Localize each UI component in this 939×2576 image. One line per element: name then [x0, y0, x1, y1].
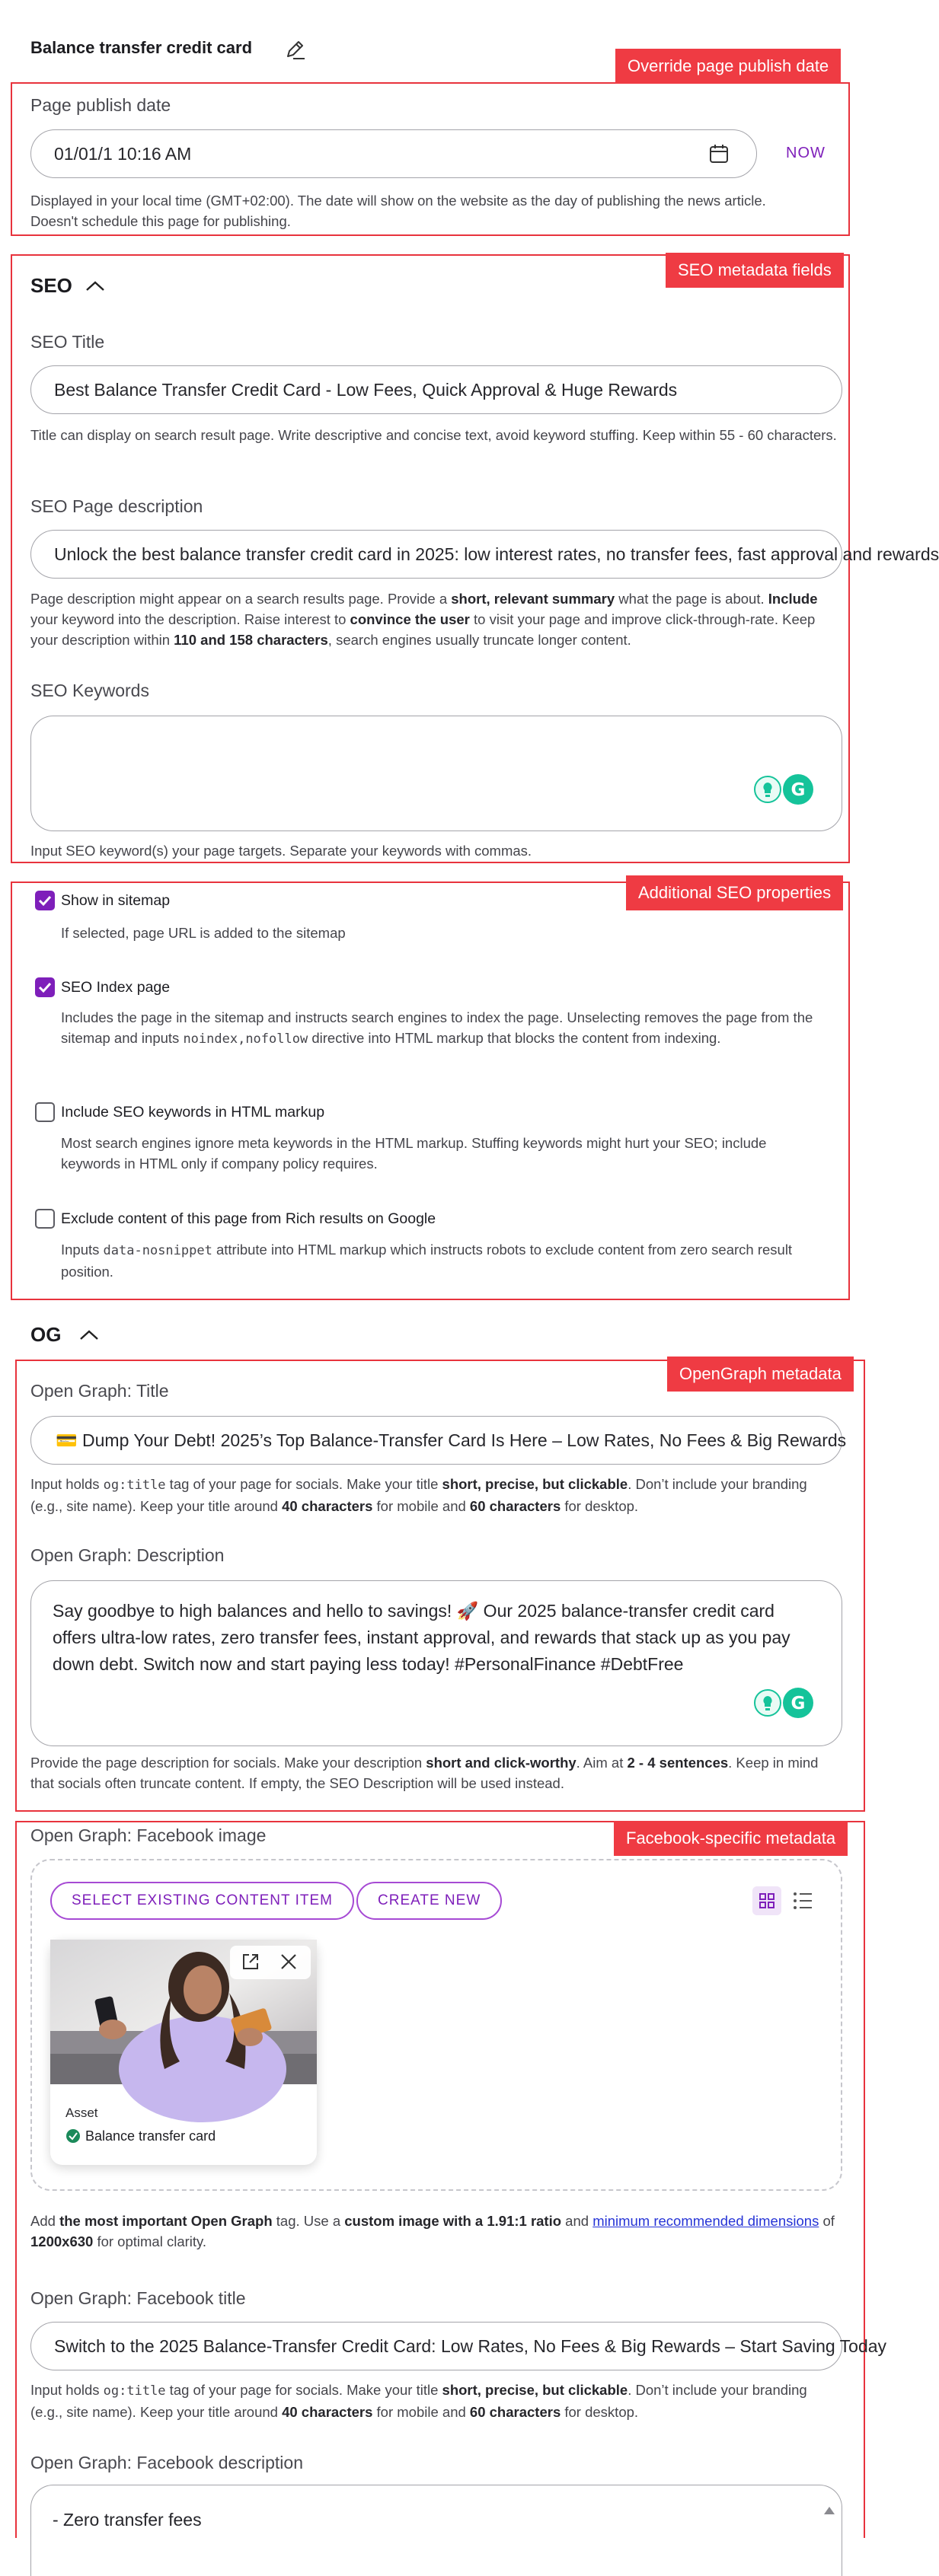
svg-text:G: G: [790, 780, 806, 800]
now-button[interactable]: NOW: [786, 145, 826, 161]
seo-title-help: Title can display on search result page. Write descriptive and concise text, avoid keyword stuffing. Keep within 55 - 60 characters.: [30, 427, 837, 443]
og-header[interactable]: OG: [30, 1323, 62, 1346]
check-icon: [37, 892, 53, 909]
seo-title-label: SEO Title: [30, 332, 105, 352]
list-view-icon[interactable]: [790, 1889, 815, 1912]
chevron-up-icon[interactable]: [78, 1328, 101, 1343]
annotation-og: OpenGraph metadata: [667, 1357, 854, 1392]
check-icon: [37, 979, 53, 996]
grammarly-icon[interactable]: [752, 772, 816, 807]
svg-text:G: G: [790, 1694, 806, 1714]
scroll-arrow-icon[interactable]: [822, 2504, 836, 2517]
og-title-help: Input holds og:title tag of your page for socials. Make your title short, precise, but clickable. Don’t include your branding (e.g., site name). Keep your title around 40 characters for mobile and 60 characters for desktop.: [30, 1476, 807, 1514]
rich-results-label[interactable]: Exclude content of this page from Rich results on Google: [61, 1210, 436, 1227]
rich-results-help: Inputs data-nosnippet attribute into HTML markup which instructs robots to exclude content from zero search result position.: [61, 1242, 793, 1280]
annotation-facebook: Facebook-specific metadata: [614, 1821, 848, 1856]
page-title: Balance transfer credit card: [30, 38, 253, 57]
og-desc-help: Provide the page description for socials. Make your description short and click-worthy. Aim at 2 - 4 sentences. Keep in mind that socials often truncate content. If empty, the SEO Description will be used instead.: [30, 1755, 819, 1791]
keywords-html-label[interactable]: Include SEO keywords in HTML markup: [61, 1104, 325, 1121]
og-desc-label: Open Graph: Description: [30, 1545, 225, 1565]
sitemap-label[interactable]: Show in sitemap: [61, 892, 171, 909]
grammarly-icon[interactable]: [752, 1685, 816, 1720]
seo-keywords-input[interactable]: [30, 716, 842, 831]
fb-desc-input[interactable]: [30, 2485, 842, 2576]
og-title-label: Open Graph: Title: [30, 1381, 169, 1401]
additional-seo-section: [11, 882, 850, 1300]
fb-image-help: Add the most important Open Graph tag. Use a custom image with a 1.91:1 ratio and minimum recommended dimensions of 1200x630 for optimal clarity.: [30, 2213, 835, 2249]
og-title-input[interactable]: 💳 Dump Your Debt! 2025’s Top Balance-Transfer Card Is Here – Low Rates, No Fees & Big Rewards: [30, 1416, 842, 1465]
fb-title-help: Input holds og:title tag of your page for socials. Make your title short, precise, but clickable. Don’t include your branding (e.g., site name). Keep your title around 40 characters for mobile and 60 characters for desktop.: [30, 2382, 807, 2420]
asset-type: Asset: [65, 2106, 98, 2120]
publish-date-input[interactable]: 01/01/1 10:16 AM: [30, 129, 757, 178]
grid-view-icon[interactable]: [752, 1886, 781, 1915]
annotation-publish: Override page publish date: [615, 49, 841, 84]
seo-desc-input[interactable]: Unlock the best balance transfer credit card in 2025: low interest rates, no transfer fees, fast approval and rewards: [30, 530, 842, 579]
seo-desc-label: SEO Page description: [30, 496, 203, 516]
open-external-icon[interactable]: [239, 1950, 262, 1973]
seo-keywords-label: SEO Keywords: [30, 681, 149, 700]
annotation-seo: SEO metadata fields: [666, 253, 844, 288]
publish-help-1: Displayed in your local time (GMT+02:00). The date will show on the website as the day of publishing the news article.: [30, 193, 766, 209]
index-checkbox[interactable]: [35, 977, 55, 997]
fb-title-label: Open Graph: Facebook title: [30, 2288, 246, 2308]
keywords-html-help: Most search engines ignore meta keywords in the HTML markup. Stuffing keywords might hurt your SEO; include keywords in HTML only if company policy requires.: [61, 1135, 767, 1172]
seo-desc-help: Page description might appear on a search results page. Provide a short, relevant summary what the page is about. Include your keyword into the description. Raise interest to convince the user to visit your page and improve click-through-rate. Keep your description within 110 and 158 characters, search engines usually truncate longer content.: [30, 591, 818, 648]
chevron-up-icon[interactable]: [84, 279, 107, 294]
annotation-additional: Additional SEO properties: [626, 875, 843, 910]
sitemap-help: If selected, page URL is added to the sitemap: [61, 925, 346, 941]
asset-card[interactable]: [50, 1940, 317, 2165]
select-existing-button[interactable]: SELECT EXISTING CONTENT ITEM: [50, 1882, 354, 1920]
seo-header[interactable]: SEO: [30, 274, 72, 297]
status-dot-icon: [65, 2128, 81, 2144]
keywords-html-checkbox[interactable]: [35, 1102, 55, 1122]
index-help: Includes the page in the sitemap and instructs search engines to index the page. Unselecting removes the page from the sitemap and inputs noindex,nofollow directive into HTML markup that blocks the content from indexing.: [61, 1009, 813, 1047]
sitemap-checkbox[interactable]: [35, 891, 55, 910]
og-desc-input[interactable]: Say goodbye to high balances and hello to savings! 🚀 Our 2025 balance-transfer credit card offers ultra-low rates, zero transfer fees, instant approval, and rewards that stack up as you pay down debt. Switch now and start paying less today! #PersonalFinance #DebtFree: [30, 1580, 842, 1746]
grid-icon: [752, 1886, 781, 1915]
calendar-icon[interactable]: [708, 143, 730, 164]
dimensions-link[interactable]: minimum recommended dimensions: [592, 2213, 819, 2229]
close-icon[interactable]: [277, 1950, 300, 1973]
fb-image-label: Open Graph: Facebook image: [30, 1825, 267, 1845]
asset-name: Balance transfer card: [85, 2128, 216, 2144]
publish-help-2: Doesn't schedule this page for publishing.: [30, 213, 291, 229]
create-new-button[interactable]: CREATE NEW: [356, 1882, 502, 1920]
fb-title-input[interactable]: Switch to the 2025 Balance-Transfer Credit Card: Low Rates, No Fees & Big Rewards – Start Saving Today: [30, 2322, 842, 2370]
index-label[interactable]: SEO Index page: [61, 979, 171, 996]
fb-desc-label: Open Graph: Facebook description: [30, 2453, 303, 2472]
seo-keywords-help: Input SEO keyword(s) your page targets. Separate your keywords with commas.: [30, 843, 532, 859]
seo-title-input[interactable]: Best Balance Transfer Credit Card - Low Fees, Quick Approval & Huge Rewards: [30, 365, 842, 414]
pencil-icon[interactable]: [283, 38, 306, 61]
publish-date-label: Page publish date: [30, 95, 171, 115]
rich-results-checkbox[interactable]: [35, 1209, 55, 1229]
fb-desc-text: - Zero transfer fees: [53, 2510, 202, 2530]
